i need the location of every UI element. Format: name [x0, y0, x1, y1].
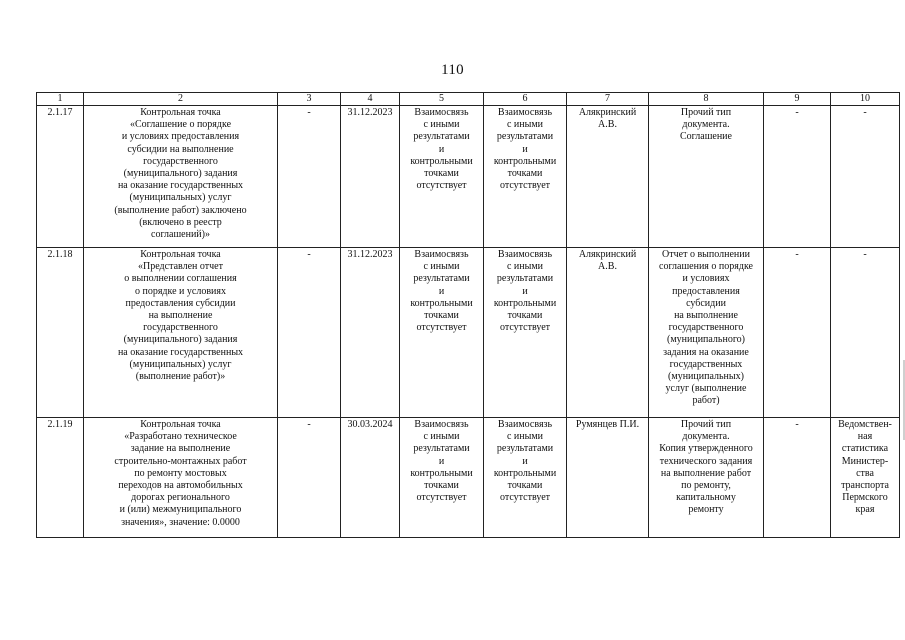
table-row — [37, 248, 900, 418]
responsible-person: Алякринский А.В. — [567, 248, 649, 418]
relation-points: Взаимосвязь с иными результатами и контрольными точками отсутствует — [484, 248, 567, 418]
column-9-value: - — [764, 418, 831, 538]
column-header: 3 — [278, 93, 341, 106]
control-point-name: Контрольная точка «Представлен отчет о выполнении соглашения о порядке и условиях предоставления субсидии на выполнение государственного (муниципального) задания на оказание государственных (муниципальных) услуг (выполнение работ)» — [84, 248, 278, 418]
responsible-person: Алякринский А.В. — [567, 106, 649, 248]
column-header: 1 — [37, 93, 84, 106]
column-10-value: - — [831, 248, 900, 418]
document-type: Отчет о выполнении соглашения о порядке и условиях предоставления субсидии на выполнение государственного (муниципального) задания на оказание государственных (муниципальных) услуг (выполнение работ) — [649, 248, 764, 418]
relation-points: Взаимосвязь с иными результатами и контрольными точками отсутствует — [484, 106, 567, 248]
deadline-date: 31.12.2023 — [341, 248, 400, 418]
relation-results: Взаимосвязь с иными результатами и контрольными точками отсутствует — [400, 248, 484, 418]
deadline-date: 30.03.2024 — [341, 418, 400, 538]
table-row — [37, 106, 900, 248]
column-3-value: - — [278, 106, 341, 248]
document-type: Прочий тип документа. Соглашение — [649, 106, 764, 248]
row-number: 2.1.18 — [37, 248, 84, 418]
column-10-value: - — [831, 106, 900, 248]
column-header: 7 — [567, 93, 649, 106]
column-3-value: - — [278, 418, 341, 538]
table-row — [37, 418, 900, 538]
column-header: 8 — [649, 93, 764, 106]
column-header: 6 — [484, 93, 567, 106]
deadline-date: 31.12.2023 — [341, 106, 400, 248]
responsible-person: Румянцев П.И. — [567, 418, 649, 538]
header-row — [37, 93, 900, 106]
control-point-name: Контрольная точка «Соглашение о порядке и условиях предоставления субсидии на выполнение государственного (муниципального) задания на оказание государственных (муниципальных) услуг (выполнение работ) заключено (включено в реестр соглашений)» — [84, 106, 278, 248]
relation-results: Взаимосвязь с иными результатами и контрольными точками отсутствует — [400, 106, 484, 248]
control-point-name: Контрольная точка «Разработано техническое задание на выполнение строительно-монтажных работ по ремонту мостовых переходов на автомобильных дорогах регионального и (или) межмуниципального значения», значение: 0.0000 — [84, 418, 278, 538]
column-9-value: - — [764, 106, 831, 248]
relation-points: Взаимосвязь с иными результатами и контрольными точками отсутствует — [484, 418, 567, 538]
relation-results: Взаимосвязь с иными результатами и контрольными точками отсутствует — [400, 418, 484, 538]
column-header: 10 — [831, 93, 900, 106]
row-number: 2.1.19 — [37, 418, 84, 538]
column-header: 5 — [400, 93, 484, 106]
column-3-value: - — [278, 248, 341, 418]
column-10-value: Ведомствен- ная статистика Министер- ства транспорта Пермского края — [831, 418, 900, 538]
column-header: 9 — [764, 93, 831, 106]
column-9-value: - — [764, 248, 831, 418]
column-header: 2 — [84, 93, 278, 106]
page-number: 110 — [441, 62, 464, 78]
control-points-table — [36, 92, 900, 538]
document-type: Прочий тип документа. Копия утвержденного технического задания на выполнение работ по ремонту, капитальному ремонту — [649, 418, 764, 538]
row-number: 2.1.17 — [37, 106, 84, 248]
column-header: 4 — [341, 93, 400, 106]
